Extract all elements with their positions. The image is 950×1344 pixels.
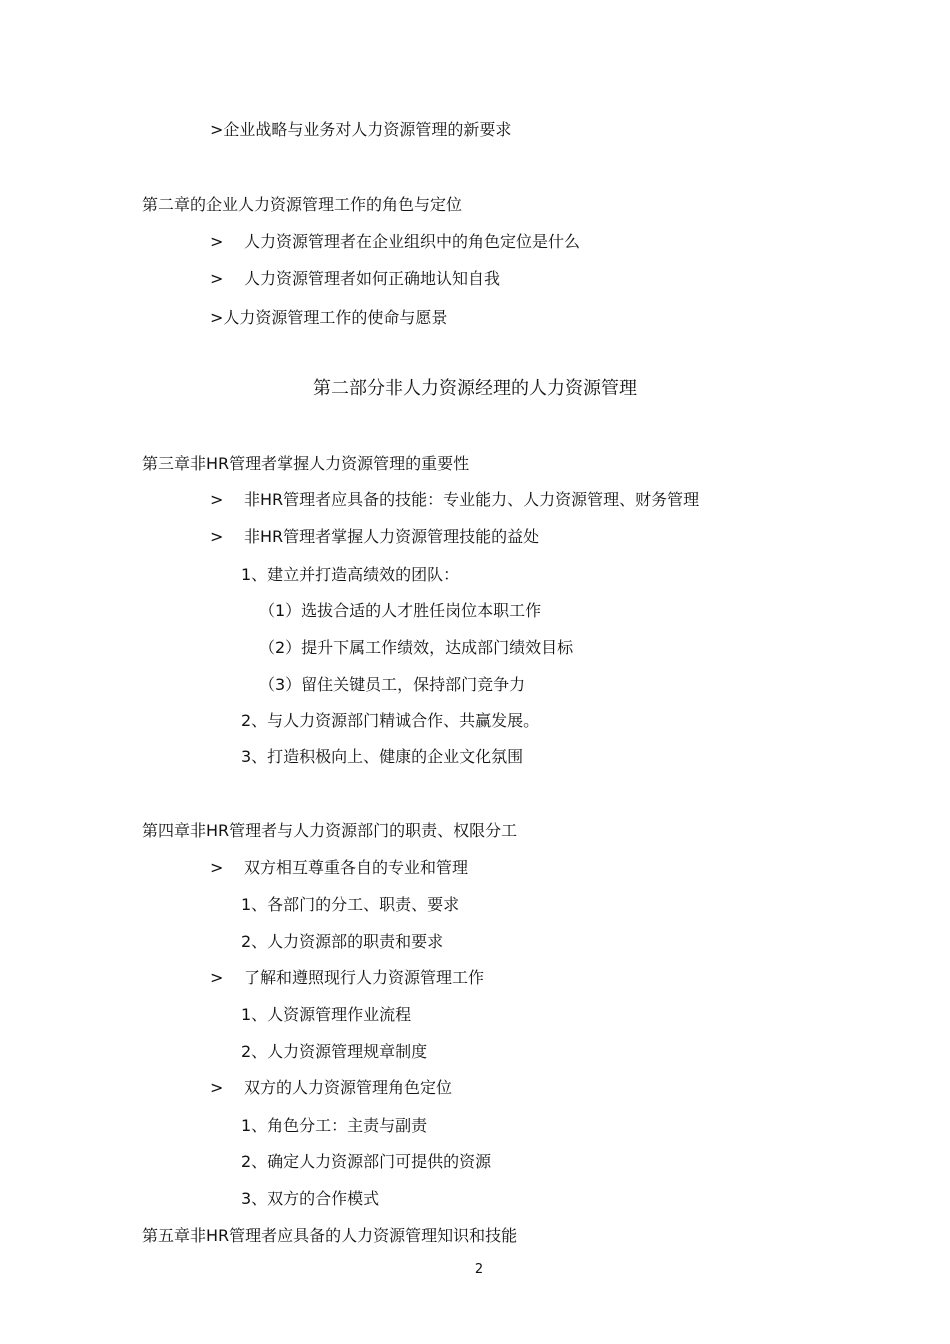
line-text: >企业战略与业务对人力资源管理的新要求 bbox=[210, 120, 512, 139]
numbered-item bbox=[241, 565, 459, 585]
line-text: 1、人资源管理作业流程 bbox=[241, 1005, 412, 1024]
numbered-item bbox=[241, 932, 443, 952]
bullet-marker: > bbox=[210, 1078, 224, 1097]
bullet-line bbox=[210, 858, 468, 878]
line-text: 3、双方的合作模式 bbox=[241, 1189, 380, 1208]
line-text: （2）提升下属工作绩效，达成部门绩效目标 bbox=[259, 638, 574, 657]
bullet-line bbox=[210, 1078, 452, 1098]
numbered-item bbox=[241, 1042, 427, 1062]
bullet-marker: > bbox=[210, 968, 224, 987]
line-text: 双方相互尊重各自的专业和管理 bbox=[244, 858, 469, 877]
line-text: 第二部分非人力资源经理的人力资源管理 bbox=[313, 378, 637, 399]
line-text: （3）留住关键员工，保持部门竞争力 bbox=[259, 675, 526, 694]
bullet-line bbox=[210, 120, 511, 140]
numbered-item bbox=[241, 747, 523, 767]
line-text: 1、建立并打造高绩效的团队： bbox=[241, 565, 460, 584]
page-number: 2 bbox=[474, 1262, 484, 1277]
line-text: 非HR管理者掌握人力资源管理技能的益处 bbox=[244, 527, 540, 546]
line-text: 人力资源管理者在企业组织中的角色定位是什么 bbox=[244, 232, 581, 251]
bullet-line bbox=[210, 232, 580, 252]
line-text: 第五章非HR管理者应具备的人力资源管理知识和技能 bbox=[142, 1226, 518, 1245]
line-text: 2、确定人力资源部门可提供的资源 bbox=[241, 1152, 492, 1171]
sub-item bbox=[259, 601, 541, 621]
line-text: 2、人力资源管理规章制度 bbox=[241, 1042, 428, 1061]
sub-item bbox=[259, 675, 525, 695]
numbered-item bbox=[241, 1152, 491, 1172]
bullet-line bbox=[210, 490, 699, 510]
line-text: 第三章非HR管理者掌握人力资源管理的重要性 bbox=[142, 454, 470, 473]
bullet-marker: > bbox=[210, 527, 224, 546]
bullet-marker: > bbox=[210, 232, 224, 251]
bullet-line bbox=[210, 269, 500, 289]
bullet-line bbox=[210, 527, 539, 547]
line-text: >人力资源管理工作的使命与愿景 bbox=[210, 308, 448, 327]
line-text: 第四章非HR管理者与人力资源部门的职责、权限分工 bbox=[142, 821, 518, 840]
line-text: 第二章的企业人力资源管理工作的角色与定位 bbox=[142, 195, 463, 214]
line-text: （1）选拔合适的人才胜任岗位本职工作 bbox=[259, 601, 542, 620]
line-text: 人力资源管理者如何正确地认知自我 bbox=[244, 269, 501, 288]
numbered-item bbox=[241, 895, 459, 915]
numbered-item bbox=[241, 1005, 411, 1025]
bullet-line bbox=[210, 968, 484, 988]
sub-item bbox=[259, 638, 573, 658]
line-text: 1、各部门的分工、职责、要求 bbox=[241, 895, 460, 914]
line-text: 非HR管理者应具备的技能：专业能力、人力资源管理、财务管理 bbox=[244, 490, 700, 509]
line-text: 2、人力资源部的职责和要求 bbox=[241, 932, 444, 951]
bullet-marker: > bbox=[210, 490, 224, 509]
bullet-line bbox=[210, 308, 447, 328]
numbered-item bbox=[241, 1189, 379, 1209]
chapter-heading bbox=[142, 195, 462, 215]
chapter-heading bbox=[142, 454, 469, 474]
bullet-marker: > bbox=[210, 269, 224, 288]
numbered-item bbox=[241, 711, 539, 731]
line-text: 2、与人力资源部门精诚合作、共赢发展。 bbox=[241, 711, 540, 730]
chapter-heading bbox=[142, 821, 517, 841]
numbered-item bbox=[241, 1116, 427, 1136]
line-text: 了解和遵照现行人力资源管理工作 bbox=[244, 968, 485, 987]
line-text: 3、打造积极向上、健康的企业文化氛围 bbox=[241, 747, 524, 766]
part-heading bbox=[0, 378, 950, 400]
bullet-marker: > bbox=[210, 858, 224, 877]
line-text: 1、角色分工：主责与副责 bbox=[241, 1116, 428, 1135]
chapter-heading bbox=[142, 1226, 517, 1246]
line-text: 双方的人力资源管理角色定位 bbox=[244, 1078, 453, 1097]
